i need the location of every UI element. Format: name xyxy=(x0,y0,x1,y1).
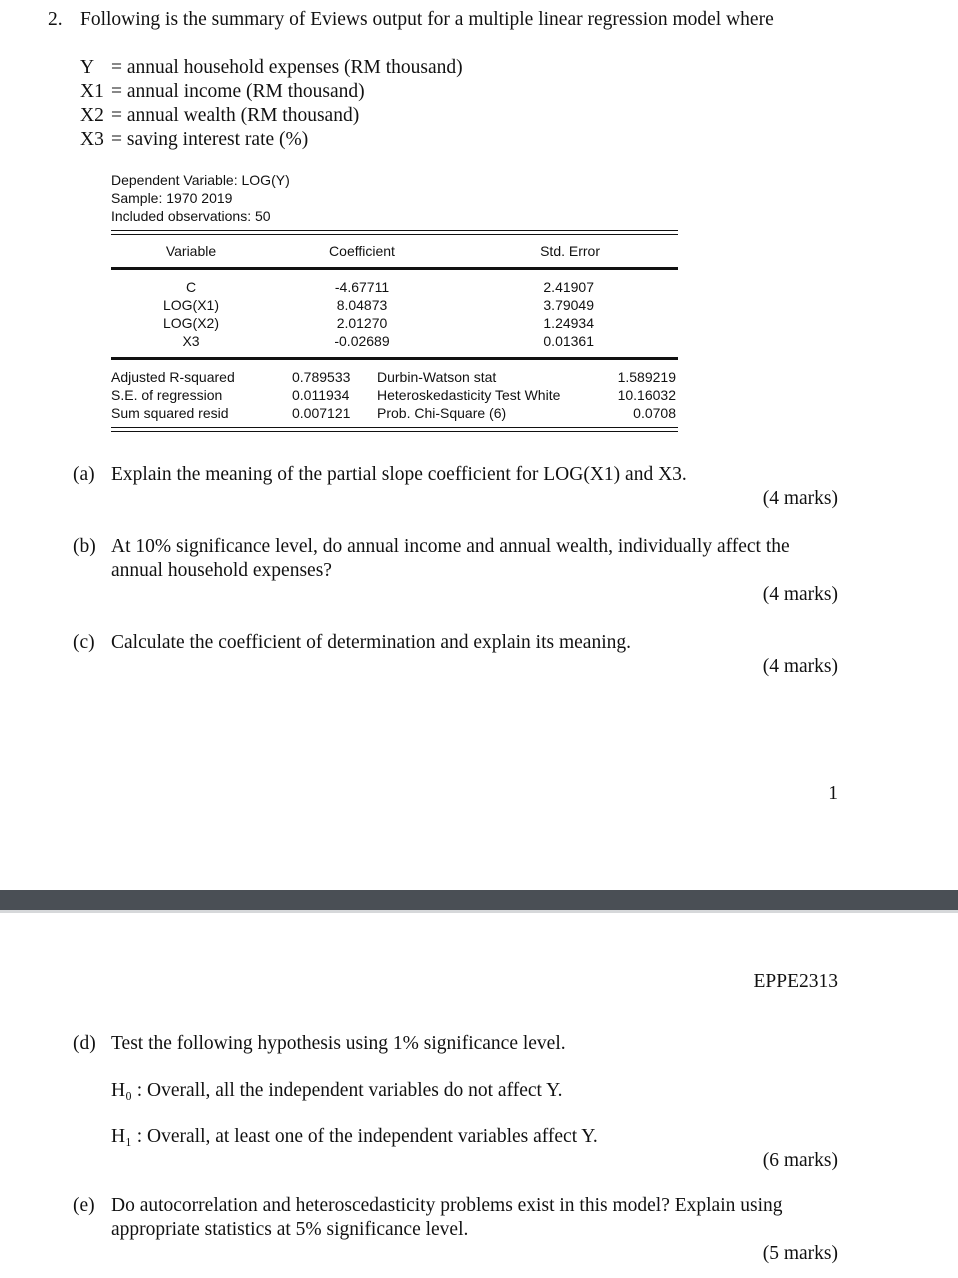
part-d-label: (d) xyxy=(73,1033,96,1054)
def-var-x2: X2 xyxy=(80,105,104,126)
part-e-label: (e) xyxy=(73,1195,95,1216)
stat-label: Sum squared resid xyxy=(111,405,229,421)
stat-value-2: 10.16032 xyxy=(617,387,676,403)
row-variable: X3 xyxy=(182,333,200,349)
part-b-label: (b) xyxy=(73,536,96,557)
row-std-error: 2.41907 xyxy=(543,279,594,295)
part-e-text-line1: Do autocorrelation and heteroscedasticity problems exist in this model? Explain using xyxy=(111,1195,783,1216)
row-coefficient: -4.67711 xyxy=(334,279,390,295)
def-var-x3: X3 xyxy=(80,129,104,150)
part-e-marks: (5 marks) xyxy=(762,1243,838,1264)
table-rule-bottom-2 xyxy=(111,431,678,432)
table-rule-top-2 xyxy=(111,234,678,235)
part-c-marks: (4 marks) xyxy=(762,656,838,677)
row-variable: LOG(X1) xyxy=(162,297,219,313)
def-eq-x3: = saving interest rate (%) xyxy=(111,129,309,150)
col-header-coefficient: Coefficient xyxy=(329,243,395,259)
stat-label-2: Prob. Chi-Square (6) xyxy=(377,405,507,421)
part-c-label: (c) xyxy=(73,632,95,653)
part-a-text: Explain the meaning of the partial slope coefficient for LOG(X1) and X3. xyxy=(111,464,687,485)
row-coefficient: -0.02689 xyxy=(334,333,390,349)
stat-label: S.E. of regression xyxy=(111,387,223,403)
part-c-text: Calculate the coefficient of determination and explain its meaning. xyxy=(111,632,631,653)
eviews-observations: Included observations: 50 xyxy=(111,208,271,224)
col-header-variable: Variable xyxy=(165,243,217,259)
def-eq-x1: = annual income (RM thousand) xyxy=(111,81,365,102)
row-variable: LOG(X2) xyxy=(162,315,219,331)
eviews-dependent-variable: Dependent Variable: LOG(Y) xyxy=(111,172,290,188)
course-code: EPPE2313 xyxy=(753,971,838,992)
table-rule-bottom-1 xyxy=(111,427,678,428)
part-b-marks: (4 marks) xyxy=(762,584,838,605)
row-std-error: 0.01361 xyxy=(543,333,594,349)
part-a-label: (a) xyxy=(73,464,95,485)
def-var-x1: X1 xyxy=(80,81,104,102)
eviews-sample: Sample: 1970 2019 xyxy=(111,190,233,206)
row-std-error: 3.79049 xyxy=(543,297,594,313)
part-d-marks: (6 marks) xyxy=(762,1150,838,1171)
part-d-text: Test the following hypothesis using 1% significance level. xyxy=(111,1033,566,1054)
stat-value: 0.007121 xyxy=(292,405,351,421)
page-separator xyxy=(0,890,958,910)
row-std-error: 1.24934 xyxy=(543,315,594,331)
table-rule-top-1 xyxy=(111,230,678,231)
stat-label-2: Heteroskedasticity Test White xyxy=(377,387,561,403)
def-var-y: Y xyxy=(80,57,95,78)
stat-value-2: 1.589219 xyxy=(617,369,676,385)
part-e-text-line2: appropriate statistics at 5% significance level. xyxy=(111,1219,469,1240)
stat-label-2: Durbin-Watson stat xyxy=(377,369,497,385)
table-rule-middle xyxy=(111,357,678,360)
row-coefficient: 2.01270 xyxy=(336,315,388,331)
page-separator-shadow xyxy=(0,910,958,913)
col-header-std-error: Std. Error xyxy=(540,243,600,259)
question-intro: Following is the summary of Eviews output for a multiple linear regression model where xyxy=(80,9,774,30)
stat-value: 0.789533 xyxy=(292,369,351,385)
row-variable: C xyxy=(185,279,197,295)
part-d-null-hypothesis: H₀ : Overall, all the independent variables do not affect Y. xyxy=(111,1080,563,1101)
page-number: 1 xyxy=(828,783,838,804)
stat-label: Adjusted R-squared xyxy=(111,369,235,385)
part-d-alt-hypothesis: H₁ : Overall, at least one of the independent variables affect Y. xyxy=(111,1126,598,1147)
def-eq-y: = annual household expenses (RM thousand) xyxy=(111,57,463,78)
part-a-marks: (4 marks) xyxy=(762,488,838,509)
def-eq-x2: = annual wealth (RM thousand) xyxy=(111,105,360,126)
stat-value-2: 0.0708 xyxy=(633,405,676,421)
question-number: 2. xyxy=(48,9,63,30)
table-rule-header xyxy=(111,267,678,270)
stat-value: 0.011934 xyxy=(292,387,350,403)
part-b-text-line1: At 10% significance level, do annual income and annual wealth, individually affect the xyxy=(111,536,790,557)
part-b-text-line2: annual household expenses? xyxy=(111,560,332,581)
row-coefficient: 8.04873 xyxy=(336,297,388,313)
